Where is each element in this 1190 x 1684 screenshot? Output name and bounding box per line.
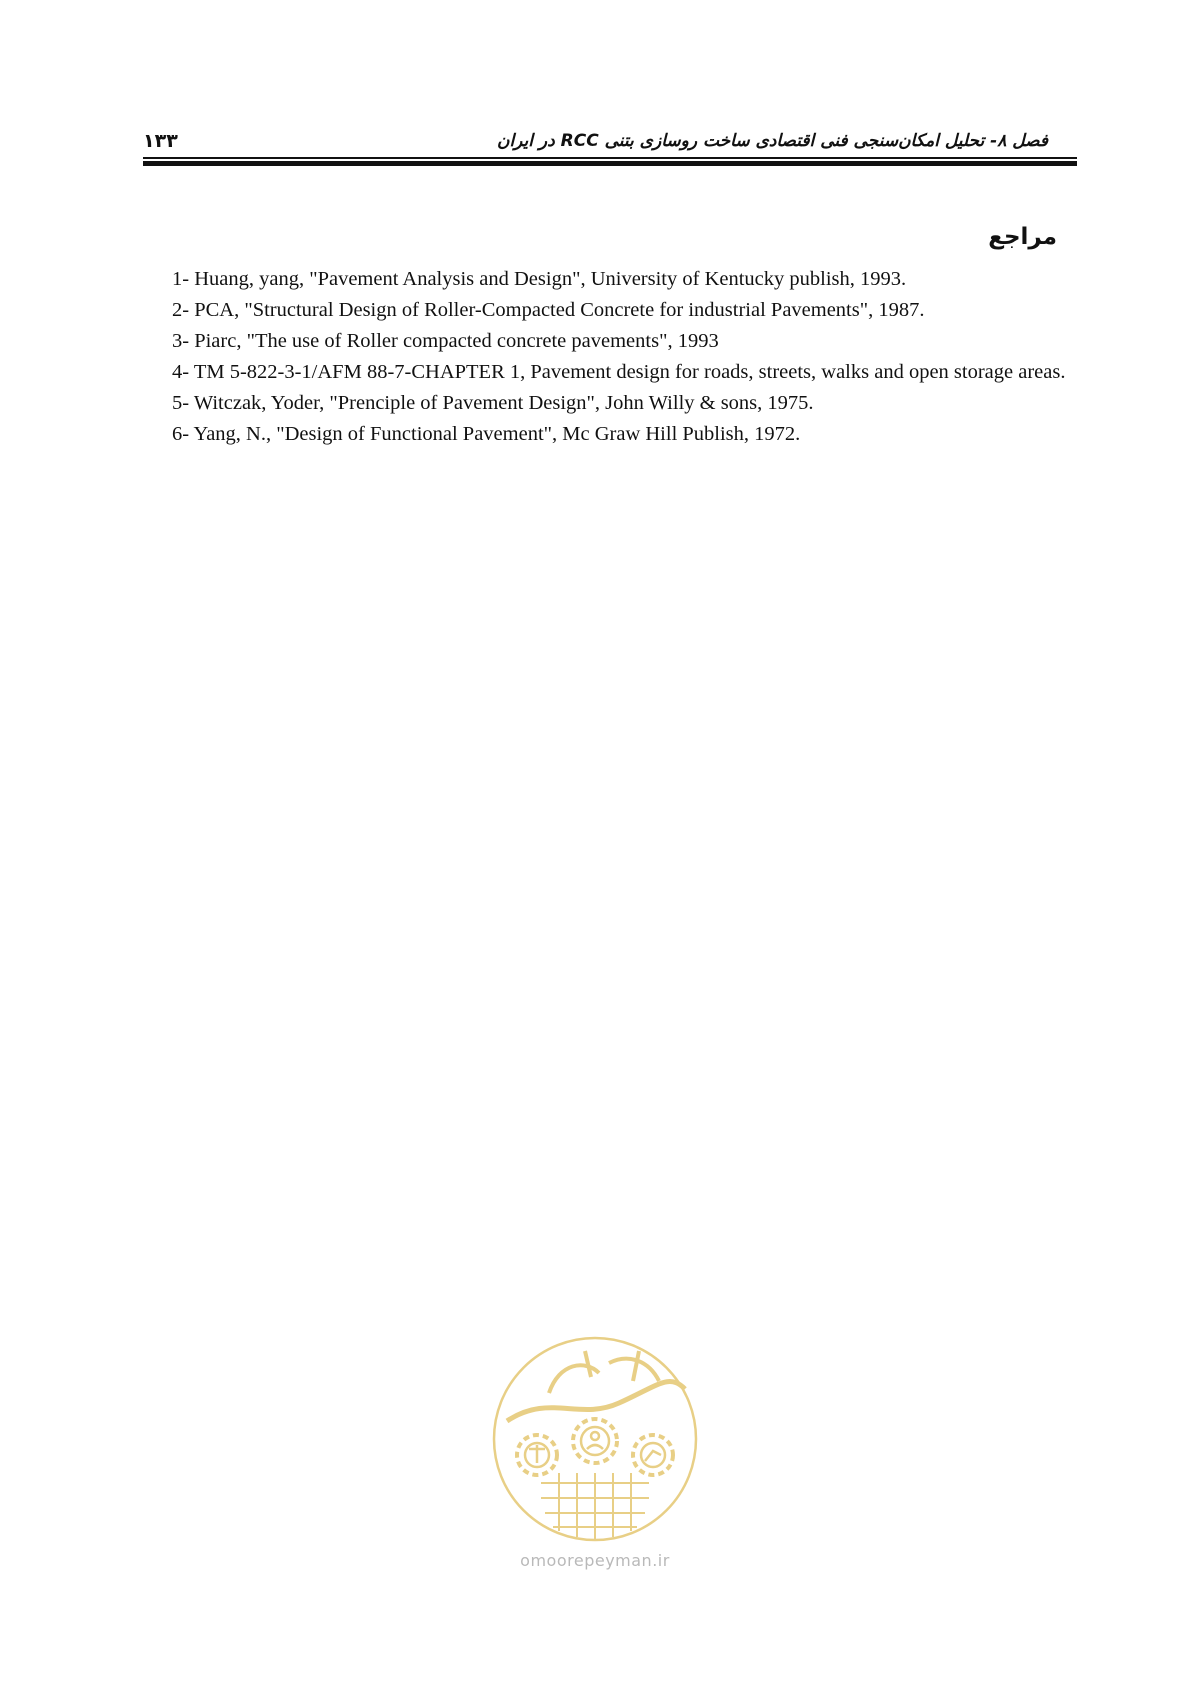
watermark [489,1333,701,1573]
section-heading: مراجع [988,224,1057,250]
watermark-logo-icon [489,1333,701,1545]
reference-item: 5- Witczak, Yoder, "Prenciple of Pavement Design", John Willy & sons, 1975. [172,392,814,414]
reference-item: 2- PCA, "Structural Design of Roller-Compacted Concrete for industrial Pavements", 1987. [172,299,925,321]
running-title: فصل ۸- تحلیل امکان‌سنجی فنی اقتصادی ساخت روسازی بتنی RCC در ایران [496,131,1048,151]
reference-list [143,264,1093,450]
page-number: ۱۳۳ [143,130,178,152]
header-rule-thick [143,161,1077,166]
watermark-site: omoorepeyman.ir [520,1551,670,1570]
reference-item: 1- Huang, yang, "Pavement Analysis and Design", University of Kentucky publish, 1993. [172,268,907,290]
reference-item: 4- TM 5-822-3-1/AFM 88-7-CHAPTER 1, Pavement design for roads, streets, walks and open storage areas. [172,361,1066,383]
reference-item: 3- Piarc, "The use of Roller compacted concrete pavements", 1993 [172,330,719,352]
header-rule-thin [143,157,1077,159]
reference-item: 6- Yang, N., "Design of Functional Pavement", Mc Graw Hill Publish, 1972. [172,423,801,445]
page-header [143,128,1077,156]
